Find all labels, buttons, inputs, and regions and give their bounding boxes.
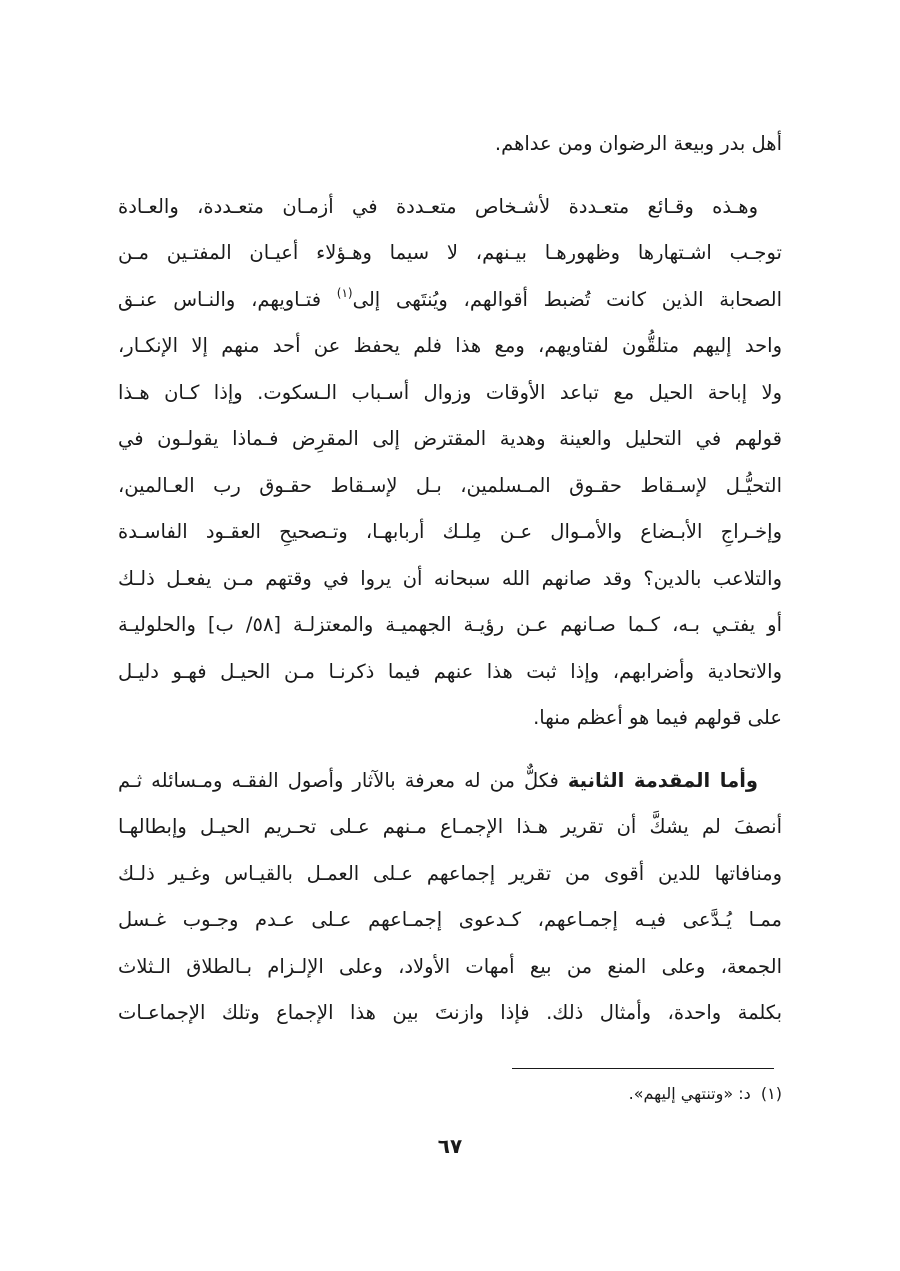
- text-segment: فتـاويهم، والنـاس عنـق: [118, 287, 322, 311]
- text-line: على قولهم فيما هو أعظم منها.: [533, 706, 782, 729]
- text-line: ممـا يُـدَّعى فيـه إجمـاعهم، كـدعوى إجمـاعهم عـلى عـدم وجـوب غـسل: [118, 908, 782, 931]
- text-line: أنصفَ لم يشكَّ أن تقرير هـذا الإجمـاع مـنهم عـلى تحـريم الحيـل وإبطالهـا: [118, 815, 782, 838]
- text-line: وإخـراجِ الأبـضاع والأمـوال عـن مِلـك أربابهـا، وتـصحيحِ العقـود الفاسـدة: [118, 520, 782, 543]
- footnote: [629, 1081, 782, 1107]
- body-text: [118, 121, 782, 1037]
- text-line: الجمعة، وعلى المنع من بيع أمهات الأولاد، وعلى الإلـزام بـالطلاق الـثلاث: [118, 954, 782, 978]
- text-line: أهل بدر وبيعة الرضوان ومن عداهم.: [494, 132, 782, 155]
- text-line: والاتحادية وأضرابهم، وإذا ثبت هذا عنهم فيما ذكرنـا مـن الحيـل فهـو دليـل: [118, 659, 782, 683]
- text-line: ولا إباحة الحيل مع تباعد الأوقات وزوال أسـباب الـسكوت. وإذا كـان هـذا: [118, 380, 782, 404]
- text-line: واحد إليهم متلقُّون لفتاويهم، ومع هذا فلم يحفظ عن أحد منهم إلا الإنكـار،: [118, 334, 782, 357]
- text-line: بكلمة واحدة، وأمثال ذلك. فإذا وازنتَ بين هذا الإجماع وتلك الإجماعـات: [118, 1001, 782, 1024]
- text-line: ومنافاتها للدين أقوى من تقرير إجماعهم عـلى العمـل بالقيـاس وغـير ذلـك: [118, 861, 782, 885]
- page-number: ٦٧: [437, 1134, 463, 1158]
- text-segment: الصحابة الذين كانت تُضبط أقوالهم، ويُنتَهى إلى: [352, 287, 782, 311]
- text-line: توجـب اشـتهارها وظهورهـا بيـنهم، لا سيما وهـؤلاء أعيـان المفتـين مـن: [118, 241, 782, 264]
- footnote-text: د: «وتنتهي إليهم».: [628, 1084, 751, 1103]
- text-line-with-footnote-ref: [118, 277, 782, 324]
- footnote-marker: (١): [760, 1084, 782, 1103]
- paragraph-2: [118, 184, 782, 742]
- footnote-reference: (١): [336, 285, 353, 300]
- footnote-separator: [512, 1068, 774, 1069]
- text-line: أو يفتـي بـه، كـما صـانهم عـن رؤيـة الجهميـة والمعتزلـة [٥٨/ ب] والحلوليـة: [118, 613, 782, 636]
- paragraph-1: [118, 121, 782, 168]
- text-line: وهـذه وقـائع متعـددة لأشـخاص متعـددة في أزمـان متعـددة، والعـادة: [118, 194, 758, 218]
- text-line: قولهم في التحليل والعينة وهدية المقترض إلى المقرِض فـماذا يقولـون في: [118, 427, 782, 450]
- bold-lead-phrase: وأما المقدمة الثانية: [567, 768, 758, 792]
- text-segment: فكلٌّ من له معرفة بالآثار وأصول الفقـه ومـسائله ثـم: [118, 768, 559, 792]
- text-line: التحيُّـل لإسـقاط حقـوق المـسلمين، بـل لإسـقاط حقـوق رب العـالمين،: [118, 473, 782, 497]
- paragraph-3: [118, 758, 782, 1037]
- text-line: والتلاعب بالدين؟ وقد صانهم الله سبحانه أن يروا في وقتهم مـن يفعـل ذلـك: [118, 566, 782, 590]
- text-line-with-heading: [118, 758, 782, 805]
